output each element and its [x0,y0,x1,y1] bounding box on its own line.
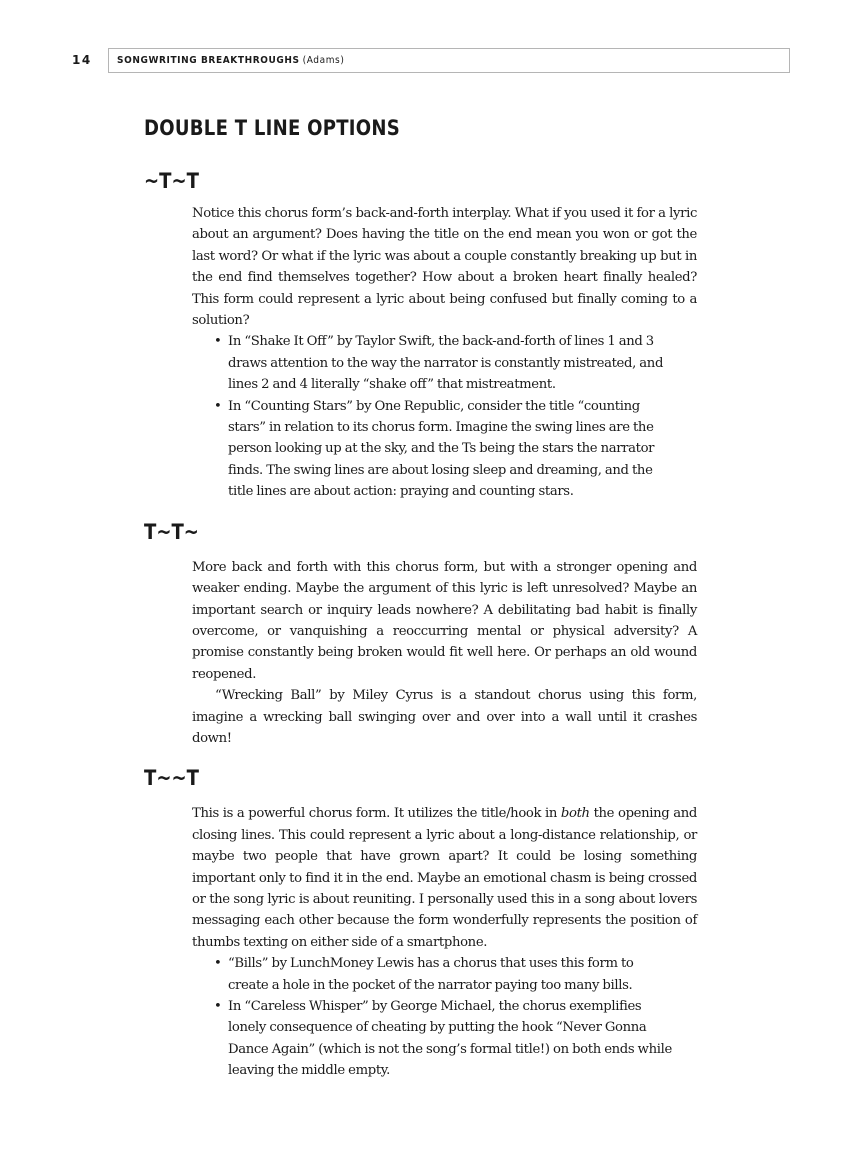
paragraph: Notice this chorus form’s back-and-forth interplay. What if you used it for a lyric about an argument? Does having the title on the end mean you won or got the last word? Or what if the lyric was about a couple constantly breaking up but in the end find themselves together? How about a broken heart finally healed? This form could represent a lyric about being confused but finally coming to a solution? [192,206,697,329]
section-heading: T~T~ [144,519,199,544]
paragraph: “Wrecking Ball” by Miley Cyrus is a standout chorus using this form, imagine a wrecking ball swinging over and over into a wall until it crashes down! [192,688,697,746]
section-heading: ~T~T [144,169,199,193]
list-item: • In “Counting Stars” by One Republic, consider the title “counting stars” in relation to its chorus form. Imagine the swing lines are the person looking up at the sky, and the Ts being the stars the narrator finds. The swing lines are about losing sleep and dreaming, and the title lines are about action: praying and counting stars. [192,396,674,503]
list-item: • “Bills” by LunchMoney Lewis has a chorus that uses this form to create a hole in the pocket of the narrator paying too many bills. [192,953,674,996]
section-tilde-t-tilde-t [144,166,697,503]
section-body [192,557,697,750]
paragraph-text-start: This is a powerful chorus form. It utilizes the title/hook in [192,806,561,822]
section-body [192,803,697,1081]
emphasis-text: both [560,806,590,822]
section-t-tilde-tilde-t [144,763,697,1081]
paragraph-text-end: the opening and closing lines. This could represent a lyric about a long-distance relationship, or maybe two people that have grown apart? It could be losing something important only to find it in the end. Maybe an emotional chasm is being crossed or the song lyric is about reuniting. I personally used this in a song about lovers messaging each other because the form wonderfully represents the position of thumbs texting on either side of a smartphone. [192,806,697,950]
author-name: (Adams) [302,55,345,66]
section-heading: T~~T [144,766,199,791]
paragraph [192,803,697,953]
paragraph: More back and forth with this chorus form, but with a stronger opening and weaker ending. Maybe the argument of this lyric is left unresolved? Maybe an important search or inquiry leads nowhere? A debilitating bad habit is finally overcome, or vanquishing a reoccurring mental or physical adversity? A promise constantly being broken would fit well here. Or perhaps an old wound reopened. [192,559,697,682]
bullet-list [192,331,697,502]
page-content [144,112,697,1082]
bullet-list [192,953,697,1081]
book-title: SONGWRITING BREAKTHROUGHS [117,55,300,66]
page-number: 14 [72,53,92,67]
section-t-tilde-t-tilde [144,517,697,750]
list-item: • In “Careless Whisper” by George Michael, the chorus exemplifies lonely consequence of cheating by putting the hook “Never Gonna Dance Again” (which is not the song’s formal title!) on both ends while leaving the middle empty. [192,996,674,1082]
page-title: DOUBLE T LINE OPTIONS [144,116,401,140]
running-head [108,48,790,73]
section-body [192,203,697,503]
list-item: • In “Shake It Off” by Taylor Swift, the back-and-forth of lines 1 and 3 draws attention to the way the narrator is constantly mistreated, and lines 2 and 4 literally “shake off” that mistreatment. [192,331,674,395]
